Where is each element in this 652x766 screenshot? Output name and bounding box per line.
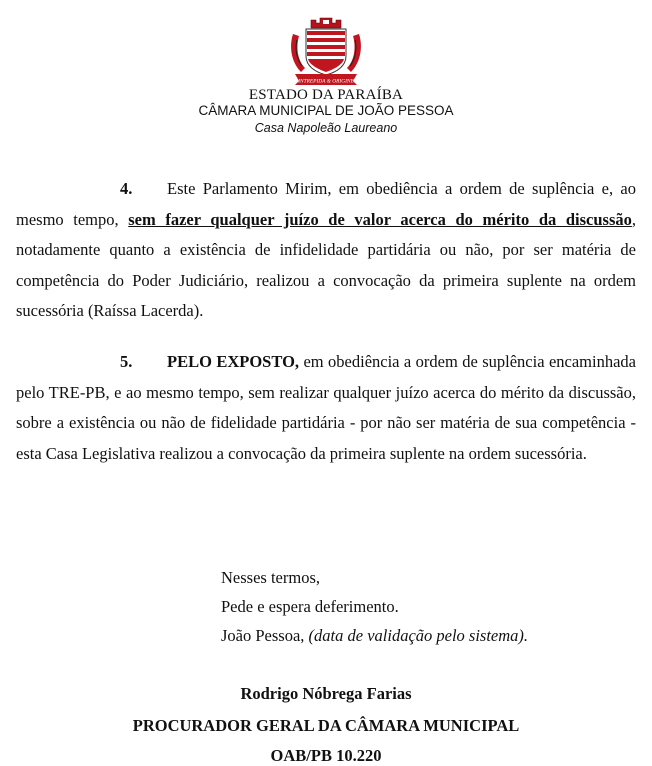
state-heading: ESTADO DA PARAÍBA [248,87,404,103]
emphasized-text: PELO EXPOSTO, [167,352,300,371]
paragraph-text: , notadamente quanto a existência de infidelidade partidária ou não, por ser matéria de competência do Poder Judiciário, realizou a convocação da primeira suplente na ordem sucessória (Raíssa Lacerda). [16,209,637,320]
place-date-line [221,621,528,650]
coat-of-arms-logo [287,16,365,86]
paragraph-4 [16,174,636,327]
emphasized-text: sem fazer qualquer juízo de valor acerca do mérito da discussão [128,209,632,229]
signatory-title: PROCURADOR GERAL DA CÂMARA MUNICIPAL [132,716,520,735]
closing-block [221,563,528,650]
chamber-heading: CÂMARA MUNICIPAL DE JOÃO PESSOA [198,103,454,118]
place-text: João Pessoa, [221,626,309,645]
paragraph-5 [16,347,636,469]
house-subtitle: Casa Napoleão Laureano [254,121,398,135]
paragraph-text: Este Parlamento Mirim, em obediência a ordem de suplência e, ao mesmo tempo, [16,179,636,229]
paragraph-number: 5. [120,352,133,371]
closing-line: Nesses termos, [221,568,320,587]
paragraph-number: 4. [120,179,133,198]
date-note: (data de validação pelo sistema). [308,626,529,645]
signatory-registration: OAB/PB 10.220 [270,746,382,765]
closing-line: Pede e espera deferimento. [221,597,399,616]
signatory-name: Rodrigo Nóbrega Farias [240,684,412,703]
paragraph-text: em obediência a ordem de suplência encaminhada pelo TRE-PB, e ao mesmo tempo, sem realizar qualquer juízo acerca do mérito da discussão, sobre a existência ou não de fidelidade partidária - por não ser matéria de sua competência - esta Casa Legislativa realizou a convocação da primeira suplente na ordem sucessória. [16,352,636,463]
svg-text:INTREPIDA & ORIGINE: INTREPIDA & ORIGINE [298,78,354,85]
